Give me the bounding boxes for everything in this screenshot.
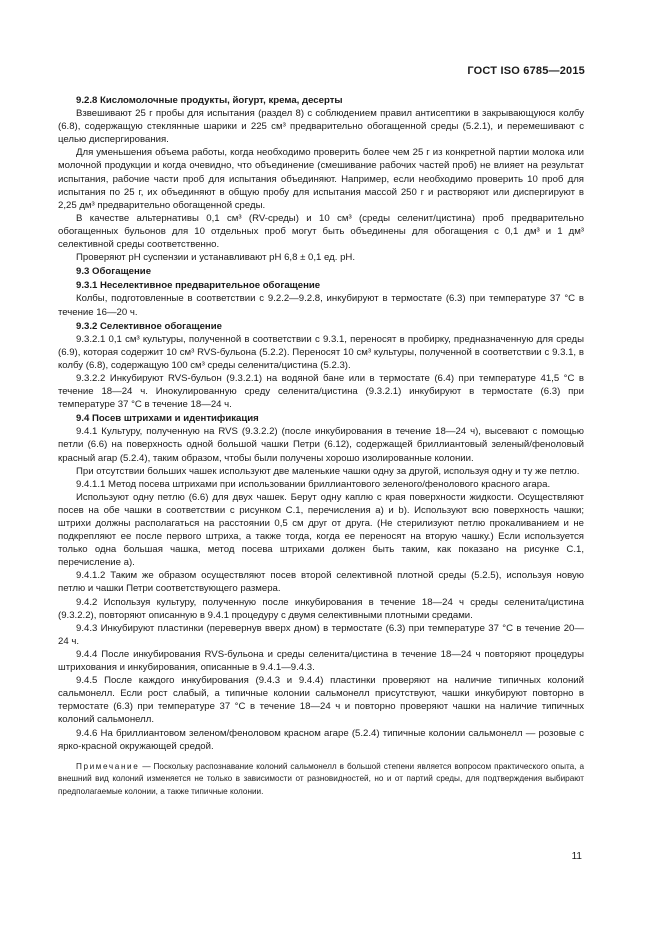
body-paragraph: 9.4.1.2 Таким же образом осуществляют посев второй селективной плотной среды (5.2.5), используя новую петлю и чашки Петри соответствующего размера.	[58, 570, 584, 595]
standard-header: ГОСТ ISO 6785—2015	[467, 65, 585, 77]
note-label: Примечание	[76, 761, 140, 771]
body-paragraph: При отсутствии больших чашек используют две маленькие чашки одну за другой, используя одну и ту же петлю.	[76, 465, 580, 477]
section-heading: 9.3 Обогащение	[76, 266, 152, 278]
body-paragraph: Колбы, подготовленные в соответствии с 9.2.2—9.2.8, инкубируют в термостате (6.3) при температуре 37 °С в течение 16—20 ч.	[58, 293, 584, 318]
section-heading: 9.4 Посев штрихами и идентификация	[76, 413, 259, 425]
section-heading: 9.2.8 Кисломолочные продукты, йогурт, крема, десерты	[76, 95, 343, 106]
body-paragraph: Используют одну петлю (6.6) для двух чашек. Берут одну каплю с края поверхности жидкости. Осуществляют посев на обе чашки в соответствии с рисунком С.1, перечисления а) и b). Используют всю поверхность чашки; штрихи должны располагаться на расстоянии 0,5 см друг от друга. (Не стерилизуют петлю прокаливанием и не подкрепляют ее после первого штриха, а также тогда, когда ее переносят на вторую чашку.) Если используется только одна большая чашка, метод посева штрихами должен быть таким, как показано на рисунке С.1, перечисление а).	[58, 491, 584, 569]
body-paragraph: 9.3.2.2 Инкубируют RVS-бульон (9.3.2.1) на водяной бане или в термостате (6.4) при температуре 41,5 °С в течение 18—24 ч. Инокулированную среду селенита/цистина (9.3.2.1) инкубируют в термостате (6.3) при температуре 37 °С в течение 18—24 ч.	[58, 372, 584, 411]
body-paragraph: 9.4.1 Культуру, полученную на RVS (9.3.2.2) (после инкубирования в течение 18—24 ч), высевают с помощью петли (6.6) на поверхность одной большой чашки Петри (6.12), содержащей бриллиантовый зеленый/феноловый красный агар (5.2.4), таким образом, чтобы были получены хорошо изолированные колонии.	[58, 426, 584, 464]
body-paragraph: 9.4.6 На бриллиантовом зеленом/феноловом красном агаре (5.2.4) типичные колонии сальмонелл — розовые с ярко-красной окружающей средой.	[58, 727, 584, 752]
body-paragraph: 9.4.1.1 Метод посева штрихами при использовании бриллиантового зеленого/фенолового красного агара.	[76, 478, 551, 490]
body-paragraph: 9.4.4 После инкубирования RVS-бульона и среды селенита/цистина в течение 18—24 ч повторяют процедуры штрихования и инкубирования, описанные в 9.4.1—9.4.3.	[58, 648, 584, 674]
section-heading: 9.3.1 Неселективное предварительное обогащение	[76, 280, 321, 292]
body-paragraph: В качестве альтернативы 0,1 см³ (RV-среды) и 10 см³ (среды селенит/цистина) проб предварительно обогащенных бульонов для 10 отдельных проб могут быть объединены для обогащения с 0,1 дм³ и 1 дм³ селективной среды соответственно.	[58, 212, 584, 251]
page-number: 11	[571, 851, 582, 862]
note-text: — Поскольку распознавание колоний сальмонелл в большой степени является вопросом практического опыта, а внешний вид колоний изменяется не только в зависимости от разновидностей, но и от партий среды, для подтверждения выбирают предполагаемые колонии, а также типичные колонии.	[58, 761, 584, 796]
document-body	[58, 93, 584, 798]
body-paragraph: 9.3.2.1 0,1 см³ культуры, полученной в соответствии с 9.3.1, переносят в пробирку, предназначенную для среды (6.9), которая содержит 10 см³ RVS-бульона (5.2.2). Переносят 10 см³ культуры, полученной в соответствии с 9.3.1, в колбу (6.8), содержащую 100 см³ среды селенита/цистина (5.2.3).	[58, 333, 584, 371]
section-heading: 9.3.2 Селективное обогащение	[76, 320, 222, 332]
body-paragraph: 9.4.2 Используя культуру, полученную после инкубирования в течение 18—24 ч среды селенита/цистина (9.3.2.2), повторяют описанную в 9.4.1 процедуру с двумя селективными плотными средами.	[58, 596, 584, 621]
body-paragraph: Для уменьшения объема работы, когда необходимо проверить более чем 25 г из конкретной партии молока или молочной продукции и когда очевидно, что объединение (смешивание рабочих частей проб) не влияет на результат испытания, рабочие части проб для испытания объединяют. Например, если необходимо проверить 10 проб для испытания по 25 г, их объединяют в общую пробу для испытания массой 250 г и растворяют или диспергируют в 2,25 дм³ предварительно обогащенной среды.	[58, 147, 584, 211]
note-paragraph	[58, 761, 584, 799]
body-paragraph: 9.4.3 Инкубируют пластинки (перевернув вверх дном) в термостате (6.3) при температуре 37 °С в течение 20—24 ч.	[58, 622, 584, 647]
body-paragraph: Проверяют рН суспензии и устанавливают рН 6,8 ± 0,1 ед. рН.	[76, 252, 355, 264]
body-paragraph: 9.4.5 После каждого инкубирования (9.4.3 и 9.4.4) пластинки проверяют на наличие типичных колоний сальмонелл. Если рост слабый, а типичные колонии сальмонелл присутствуют, чашки инкубируют повторно в термостате (6.3) при температуре 37 °С в течение 18—24 ч и повторно проверяют чашки на наличие типичных колоний сальмонелл.	[58, 675, 584, 726]
body-paragraph: Взвешивают 25 г пробы для испытания (раздел 8) с соблюдением правил антисептики в закрывающуюся колбу (6.8), содержащую стеклянные шарики и 225 см³ предварительно обогащенной среды (5.2.1), и перемешивают с целью диспергирования.	[58, 108, 584, 146]
